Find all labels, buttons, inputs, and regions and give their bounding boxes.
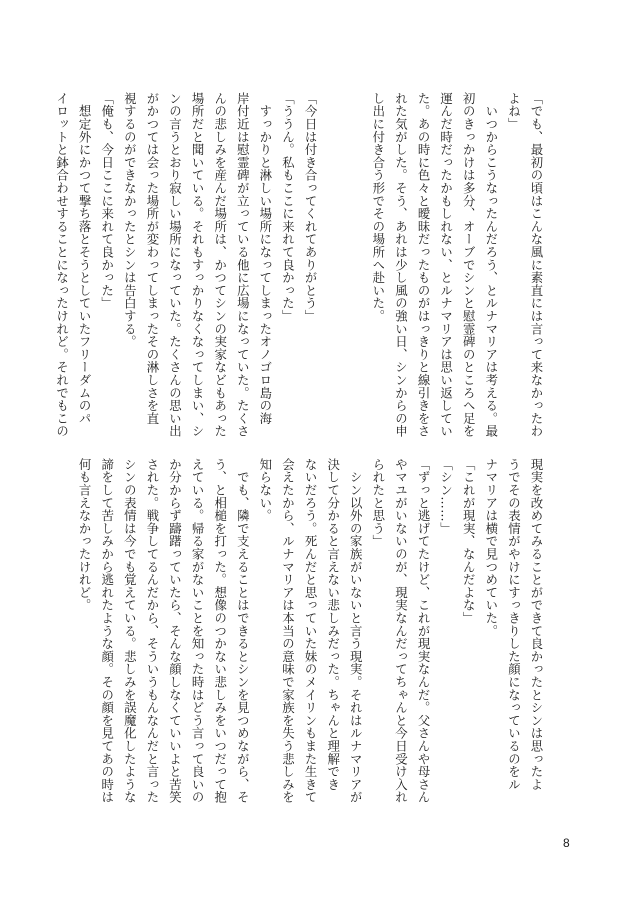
- text-line: でも、隣で支えることはできるとシンを見つめながら、そ: [235, 458, 251, 804]
- text-line: よね」: [506, 92, 522, 131]
- text-line: た。あの時に色々と曖昧だったものがはっきりと線引きをさ: [416, 92, 432, 438]
- text-line: 想定外にかつて撃ち落とそうとしていたフリーダムのパ: [77, 92, 93, 425]
- text-line: う、と相槌を打った。想像のつかない悲しみをいつだって抱: [212, 458, 228, 804]
- text-line: 「でも、最初の頃はこんな風に素直には言って来なかったわ: [529, 92, 544, 438]
- text-line: 「シン……」: [438, 458, 454, 535]
- lower-text-block: [73, 458, 547, 820]
- text-line: うでその表情がやけにすっきりした顔になっているのをル: [506, 458, 522, 791]
- text-line: し出に付き合う形でその場所へ赴いた。: [370, 92, 386, 323]
- text-line: 諦をして苦しみから逃れたような顔。その顔を見てあの時は: [99, 458, 115, 804]
- text-line: 「ううん。私もここに来れて良かった」: [280, 92, 296, 323]
- text-line: ンの言うとおり寂しい場所になっていた。たくさんの思い出: [167, 92, 183, 438]
- text-line: んの悲しみを産んだ場所は、かつてシンの実家などもあった: [212, 92, 228, 438]
- text-line: いつからこうなったんだろう、とルナマリアは考える。最: [483, 92, 499, 438]
- text-line: がかつては会った場所が変わってしまったその淋しさを直: [144, 92, 160, 425]
- text-line: られたと思う」: [370, 458, 386, 548]
- text-line: [321, 92, 344, 454]
- text-line: か分からず躊躇っていたら、そんな顔しなくていいよと苦笑: [167, 458, 183, 804]
- text-line: 会えたから、ルナマリアは本当の意味で家族を失う悲しみを: [280, 458, 296, 804]
- text-line: れた気がした。そう、あれは少し風の強い日、シンからの申: [393, 92, 409, 438]
- text-line: やマユがいないのが、現実なんだってちゃんと今日受け入れ: [393, 458, 409, 804]
- text-line: 現実を改めてみることができて良かったとシンは思ったよ: [529, 458, 544, 791]
- text-line: 何も言えなかったけれど。: [77, 458, 93, 612]
- text-line: 視するのができなかったとシンは告白する。: [122, 92, 138, 348]
- text-line: ナマリアは横で見つめていた。: [483, 458, 499, 638]
- text-line: 「ずっと逃げてたけど、これが現実なんだ。父さんや母さん: [416, 458, 432, 804]
- text-line: すっかりと淋しい場所になってしまったオノゴロ島の海: [257, 92, 273, 425]
- text-line: 決して分かると言えない悲しみだった。ちゃんと理解でき: [325, 458, 341, 791]
- text-line: 初のきっかけは多分、オーブでシンと慰霊碑のところへ足を: [461, 92, 477, 438]
- text-line: ないだろう。死んだと思っていた妹のメイリンもまた生きて: [303, 458, 319, 804]
- text-line: [344, 92, 367, 454]
- text-line: シン以外の家族がいないと言う現実。それはルナマリアが: [348, 458, 364, 804]
- text-line: 「これが現実、なんだよな」: [461, 458, 477, 625]
- text-line: シンの表情は今でも覚えている。悲しみを誤魔化したような: [122, 458, 138, 804]
- upper-text-block: [50, 92, 547, 454]
- text-line: 「今日は付き合ってくれてありがとう」: [303, 92, 319, 323]
- text-line: 場所だと聞いている。それもすっかりなくなってしまい、シ: [190, 92, 206, 438]
- text-line: えている。帰る家がないことを知った時はどう言って良いの: [190, 458, 206, 804]
- text-line: 岸付近は慰霊碑が立っている他に広場になっていた。たくさ: [235, 92, 251, 438]
- text-line: 知らない。: [257, 458, 273, 522]
- text-line: 運んだ時だったかもしれない、とルナマリアは思い返してい: [438, 92, 454, 438]
- text-line: イロットと鉢合わせすることになったけれど。それでもこの: [54, 92, 70, 438]
- text-line: 「俺も、今日ここに来れて良かった」: [99, 92, 115, 310]
- text-line: された。戦争してるんだから、そういうもんなんだと言った: [144, 458, 160, 804]
- page-number: 8: [563, 836, 570, 850]
